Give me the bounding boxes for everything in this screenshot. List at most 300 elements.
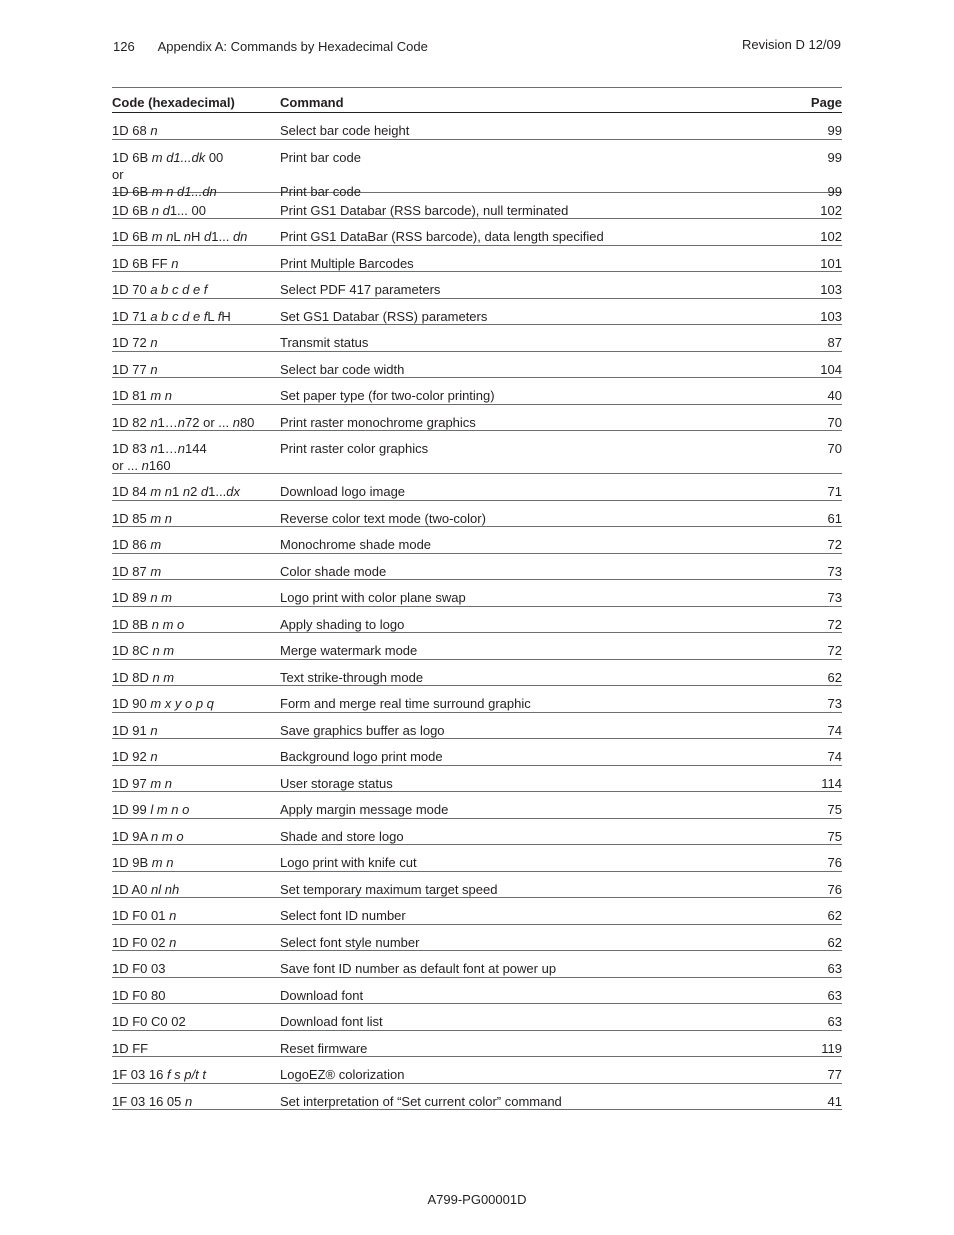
page-text: 99 — [827, 149, 842, 165]
code-text: 1D 89 — [112, 590, 151, 605]
code-text: m — [150, 563, 162, 579]
page-text: 74 — [827, 722, 842, 738]
page-text: 119 — [821, 1040, 842, 1056]
code-cell — [112, 589, 280, 606]
page-cell — [782, 536, 842, 553]
code-text: m x y o p q — [150, 696, 214, 711]
table-row — [112, 739, 842, 766]
table-row — [112, 951, 842, 978]
code-text: a b c d e f — [150, 308, 208, 324]
code-text: 00 — [205, 149, 224, 165]
page-text: 99 — [827, 183, 842, 199]
table-row — [112, 527, 842, 554]
code-cell — [112, 255, 280, 272]
code-cell — [112, 748, 280, 765]
page-text: 102 — [820, 202, 842, 218]
code-text: m — [150, 537, 162, 552]
code-text: 1D 92 — [112, 749, 151, 764]
code-text: n — [150, 361, 158, 377]
page-text: 101 — [820, 255, 842, 271]
code-text: n — [150, 749, 158, 764]
code-text: n — [150, 722, 158, 738]
code-text: n — [150, 441, 158, 456]
code-cell — [112, 122, 280, 139]
table-row — [112, 1031, 842, 1058]
page-text: 41 — [827, 1093, 842, 1109]
code-text: 1... — [208, 484, 227, 499]
page-cell — [782, 616, 842, 633]
code-cell — [112, 695, 280, 712]
page-text: 71 — [827, 484, 842, 499]
code-text: n m — [152, 643, 175, 658]
code-text: 1D F0 C0 02 — [112, 1014, 186, 1029]
table-row — [112, 272, 842, 299]
page-text: 72 — [827, 616, 842, 632]
code-cell — [112, 281, 280, 298]
page-text: 75 — [827, 828, 842, 844]
code-cell — [112, 149, 280, 200]
page-text: 77 — [827, 1067, 842, 1082]
column-header-command: Command — [280, 95, 344, 110]
code-cell — [112, 987, 280, 1004]
running-header — [113, 39, 428, 54]
page-text: 62 — [827, 934, 842, 950]
page-cell — [782, 483, 842, 500]
command-cell — [280, 440, 782, 457]
code-text: n — [177, 414, 186, 430]
code-text: m d1...dk — [151, 149, 206, 165]
page-cell — [782, 907, 842, 924]
command-text: Print Multiple Barcodes — [280, 255, 414, 271]
command-text: Select bar code width — [280, 361, 405, 377]
page-cell — [782, 1093, 842, 1110]
code-text: H — [221, 308, 231, 324]
command-text: Print raster monochrome graphics — [280, 414, 476, 430]
page-cell — [782, 228, 842, 245]
command-cell — [280, 828, 782, 845]
command-cell — [280, 1093, 782, 1110]
column-header-code: Code (hexadecimal) — [112, 95, 235, 110]
page-text: 73 — [827, 563, 842, 579]
code-text: n — [150, 335, 158, 350]
table-row — [112, 113, 842, 140]
code-text: 1D F0 02 — [112, 934, 170, 950]
command-text: Reverse color text mode (two-color) — [280, 510, 486, 526]
page-text: 63 — [827, 1014, 842, 1029]
page-cell — [782, 122, 842, 139]
code-text: nl nh — [151, 881, 180, 897]
code-text: n — [185, 1093, 193, 1109]
command-text: Save font ID number as default font at power up — [280, 961, 557, 976]
command-cell — [280, 722, 782, 739]
page-text: 40 — [827, 388, 842, 403]
table-row — [112, 299, 842, 326]
command-text: Print bar code — [280, 149, 361, 165]
code-text: 1D 85 — [112, 510, 151, 526]
table-row — [112, 713, 842, 740]
code-cell — [112, 1013, 280, 1030]
page-cell — [782, 510, 842, 527]
page-text: 103 — [820, 308, 842, 324]
command-text: Set temporary maximum target speed — [280, 881, 498, 897]
code-text: n — [232, 414, 240, 430]
page-cell — [782, 202, 842, 219]
code-cell — [112, 907, 280, 924]
code-text: 72 or ... — [185, 414, 233, 430]
command-cell — [280, 1013, 782, 1030]
table-row — [112, 978, 842, 1005]
code-text: or ... — [112, 458, 142, 473]
code-text: 1F 03 16 — [112, 1067, 167, 1082]
code-text: m n — [151, 229, 174, 244]
page-text: 73 — [827, 696, 842, 711]
page-cell — [782, 934, 842, 951]
table-header — [112, 87, 842, 113]
command-text: Select PDF 417 parameters — [280, 282, 441, 297]
command-cell — [280, 748, 782, 765]
table-row — [112, 1084, 842, 1111]
code-text: 2 — [190, 484, 201, 499]
page-text: 76 — [827, 881, 842, 897]
code-text: m n — [151, 855, 174, 870]
command-text: Select font style number — [280, 934, 420, 950]
command-text: Select font ID number — [280, 908, 406, 923]
page-cell — [782, 255, 842, 272]
table-row — [112, 898, 842, 925]
code-text: 1 — [171, 484, 183, 499]
code-text: L — [173, 229, 184, 244]
page-cell — [782, 1066, 842, 1083]
page-cell — [782, 308, 842, 325]
code-cell — [112, 642, 280, 659]
page-cell — [782, 563, 842, 580]
code-text: H — [191, 229, 205, 244]
command-cell — [280, 228, 782, 245]
table-row — [112, 1004, 842, 1031]
code-text: 1D FF — [112, 1040, 149, 1056]
page-text: 103 — [820, 282, 842, 297]
code-cell — [112, 440, 280, 474]
command-cell — [280, 281, 782, 298]
table-row — [112, 607, 842, 634]
code-text: 1D 84 — [112, 484, 151, 499]
code-text: 1D 6B — [112, 229, 152, 244]
code-text: n — [169, 934, 177, 950]
page-text: 104 — [820, 361, 842, 377]
code-text: 1D 81 — [112, 388, 151, 403]
page-cell — [782, 801, 842, 818]
command-cell — [280, 616, 782, 633]
code-text: n m — [152, 669, 175, 685]
command-text: Transmit status — [280, 335, 369, 350]
column-header-page: Page — [810, 95, 842, 110]
page-text: 72 — [827, 643, 842, 658]
page-text: 62 — [827, 908, 842, 923]
command-cell — [280, 907, 782, 924]
command-text: Save graphics buffer as logo — [280, 722, 445, 738]
code-text: 1D 99 — [112, 802, 151, 817]
page-cell — [782, 722, 842, 739]
command-cell — [280, 149, 782, 200]
table-row — [112, 660, 842, 687]
command-text: Form and merge real time surround graphic — [280, 696, 531, 711]
command-cell — [280, 960, 782, 977]
code-text: 1D 90 — [112, 696, 151, 711]
code-cell — [112, 828, 280, 845]
code-text: 1D 83 — [112, 441, 151, 456]
code-text: 1D 9A — [112, 828, 152, 844]
code-cell — [112, 616, 280, 633]
command-cell — [280, 934, 782, 951]
command-cell — [280, 510, 782, 527]
code-text: 1… — [157, 441, 178, 456]
table-row — [112, 766, 842, 793]
code-text: 1D 8D — [112, 669, 153, 685]
page-cell — [782, 1040, 842, 1057]
table-row — [112, 686, 842, 713]
page-text: 70 — [827, 441, 842, 456]
command-text: Shade and store logo — [280, 828, 404, 844]
command-cell — [280, 854, 782, 871]
page-cell — [782, 987, 842, 1004]
code-cell — [112, 510, 280, 527]
page-cell — [782, 828, 842, 845]
code-text: 1D 8B — [112, 616, 152, 632]
code-cell — [112, 854, 280, 871]
command-cell — [280, 563, 782, 580]
page-cell — [782, 748, 842, 765]
code-text: 1D 77 — [112, 361, 151, 377]
command-text: Monochrome shade mode — [280, 537, 432, 552]
command-text: Background logo print mode — [280, 749, 443, 764]
table-row — [112, 554, 842, 581]
page-text: 102 — [820, 229, 842, 244]
page-cell — [782, 642, 842, 659]
page-cell — [782, 589, 842, 606]
code-text: f s p/t t — [166, 1067, 206, 1082]
page-cell — [782, 669, 842, 686]
page-text: 73 — [827, 590, 842, 605]
command-cell — [280, 536, 782, 553]
table-row — [112, 378, 842, 405]
command-text: Download logo image — [280, 484, 406, 499]
page-number: 126 — [113, 39, 135, 54]
page-text: 99 — [827, 123, 842, 138]
code-text: m n — [150, 510, 172, 526]
page-cell — [782, 854, 842, 871]
page-text: 62 — [827, 669, 842, 685]
command-text: Apply margin message mode — [280, 802, 449, 817]
code-cell — [112, 536, 280, 553]
section-title: Appendix A: Commands by Hexadecimal Code — [157, 39, 428, 54]
command-text: Print raster color graphics — [280, 441, 429, 456]
table-row — [112, 140, 842, 199]
page-text: 63 — [827, 961, 842, 976]
command-cell — [280, 308, 782, 325]
code-text: n m o — [151, 828, 184, 844]
page-text: 61 — [827, 510, 842, 526]
command-text: Merge watermark mode — [280, 643, 418, 658]
command-cell — [280, 695, 782, 712]
table-row — [112, 872, 842, 899]
command-cell — [280, 122, 782, 139]
code-text: d — [204, 229, 212, 244]
command-cell — [280, 255, 782, 272]
code-text: 1D 8C — [112, 643, 153, 658]
page-cell — [782, 414, 842, 431]
code-cell — [112, 775, 280, 792]
command-text: Color shade mode — [280, 563, 387, 579]
code-cell — [112, 202, 280, 219]
code-text: 1D 70 — [112, 282, 151, 297]
command-text: Set interpretation of “Set current color” command — [280, 1093, 562, 1109]
code-cell — [112, 414, 280, 431]
code-cell — [112, 881, 280, 898]
page-cell — [782, 881, 842, 898]
code-text: 1D 9B — [112, 855, 152, 870]
page-cell — [782, 361, 842, 378]
command-table — [112, 87, 842, 1110]
code-cell — [112, 563, 280, 580]
code-cell — [112, 308, 280, 325]
table-row — [112, 501, 842, 528]
code-text: 1D 71 — [112, 308, 151, 324]
page-text: 74 — [827, 749, 842, 764]
page-cell — [782, 334, 842, 351]
code-cell — [112, 334, 280, 351]
command-cell — [280, 483, 782, 500]
command-cell — [280, 881, 782, 898]
code-cell — [112, 1066, 280, 1083]
code-text: n m — [150, 590, 172, 605]
table-row — [112, 845, 842, 872]
table-row — [112, 431, 842, 474]
table-row — [112, 580, 842, 607]
code-text: 1D 91 — [112, 722, 151, 738]
or-separator: or — [112, 166, 124, 182]
command-text: Set paper type (for two-color printing) — [280, 388, 495, 403]
command-cell — [280, 987, 782, 1004]
code-text: 1... 00 — [169, 202, 206, 218]
code-text: L — [207, 308, 218, 324]
page-cell — [782, 149, 842, 200]
code-text: 1D 82 — [112, 414, 151, 430]
code-cell — [112, 801, 280, 818]
page-text: 87 — [827, 335, 842, 350]
page-cell — [782, 695, 842, 712]
code-text: 1D 87 — [112, 563, 151, 579]
code-text: n — [182, 484, 191, 499]
table-row — [112, 405, 842, 432]
command-text: LogoEZ® colorization — [280, 1067, 405, 1082]
code-cell — [112, 387, 280, 404]
code-text: 1D 6B — [112, 183, 152, 199]
code-text: 1D 6B — [112, 202, 152, 218]
document-number: A799-PG00001D — [427, 1192, 527, 1207]
code-text: 1D A0 — [112, 881, 152, 897]
code-text: l m n o — [150, 802, 190, 817]
table-row — [112, 246, 842, 273]
code-text: f — [217, 308, 222, 324]
table-row — [112, 1057, 842, 1084]
code-text: 1D 72 — [112, 335, 151, 350]
code-text: n d — [151, 202, 170, 218]
command-cell — [280, 361, 782, 378]
command-cell — [280, 202, 782, 219]
page-cell — [782, 281, 842, 298]
command-text: Set GS1 Databar (RSS) parameters — [280, 308, 488, 324]
page-cell — [782, 775, 842, 792]
page-cell — [782, 387, 842, 404]
table-row — [112, 925, 842, 952]
code-text: 160 — [148, 458, 171, 473]
page-text: 114 — [821, 775, 842, 791]
table-row — [112, 325, 842, 352]
table-row — [112, 219, 842, 246]
command-text: Logo print with knife cut — [280, 855, 417, 870]
command-cell — [280, 775, 782, 792]
code-text: a b c d e f — [150, 282, 208, 297]
code-text: d — [200, 484, 209, 499]
command-text: Print bar code — [280, 183, 361, 199]
code-text: 80 — [239, 414, 255, 430]
page-text: 75 — [827, 802, 842, 817]
command-text: Text strike-through mode — [280, 669, 424, 685]
code-cell — [112, 1093, 280, 1110]
code-text: n — [150, 414, 158, 430]
command-cell — [280, 1040, 782, 1057]
command-cell — [280, 642, 782, 659]
code-text: n — [171, 255, 179, 271]
command-cell — [280, 387, 782, 404]
code-cell — [112, 1040, 280, 1057]
code-text: dn — [232, 229, 248, 244]
command-text: Print GS1 DataBar (RSS barcode), data length specified — [280, 229, 604, 244]
page-cell — [782, 1013, 842, 1030]
code-cell — [112, 960, 280, 977]
page-text: 63 — [827, 987, 842, 1003]
code-text: m n d1...dn — [151, 183, 217, 199]
code-text: n — [177, 441, 186, 456]
code-text: n — [150, 123, 158, 138]
table-row — [112, 352, 842, 379]
code-cell — [112, 228, 280, 245]
table-row — [112, 792, 842, 819]
table-row — [112, 819, 842, 846]
code-text: 1D 6B — [112, 149, 152, 165]
command-cell — [280, 1066, 782, 1083]
command-text: Select bar code height — [280, 123, 410, 138]
code-text: 1F 03 16 05 — [112, 1093, 185, 1109]
code-cell — [112, 934, 280, 951]
revision-label: Revision D 12/09 — [742, 37, 841, 52]
command-cell — [280, 589, 782, 606]
code-text: n — [169, 908, 177, 923]
code-cell — [112, 361, 280, 378]
command-cell — [280, 669, 782, 686]
command-cell — [280, 414, 782, 431]
code-text: 1D 6B FF — [112, 255, 172, 271]
command-cell — [280, 334, 782, 351]
code-text: 1... — [211, 229, 233, 244]
code-cell — [112, 669, 280, 686]
table-body — [112, 113, 842, 1110]
code-text: m n — [150, 484, 172, 499]
command-text: User storage status — [280, 775, 393, 791]
command-cell — [280, 801, 782, 818]
table-row — [112, 633, 842, 660]
code-text: 1D F0 80 — [112, 987, 166, 1003]
